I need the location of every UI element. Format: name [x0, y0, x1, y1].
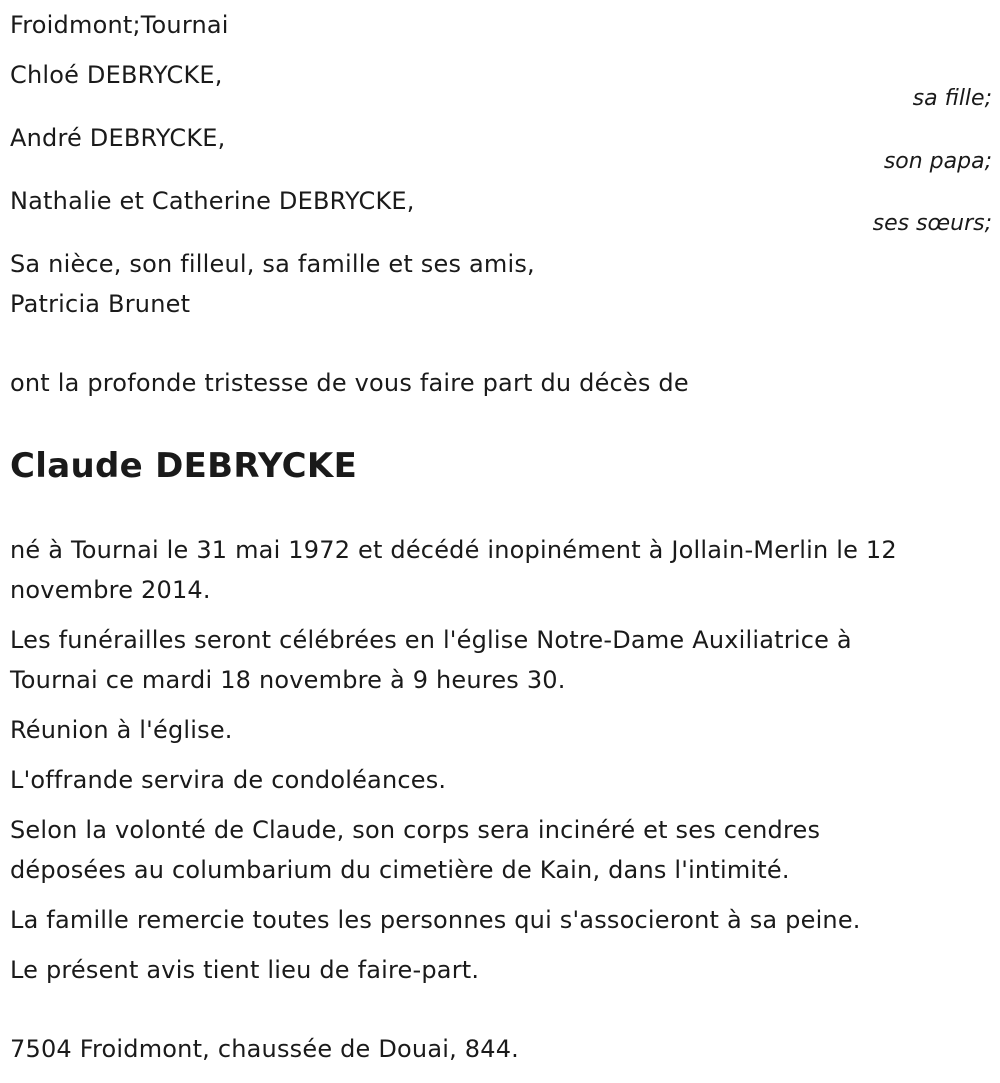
- obituary-notice: [10, 0, 992, 1083]
- other-mourners: Sa nièce, son filleul, sa famille et ses amis,: [10, 250, 535, 278]
- mourner-relation: sa fille;: [912, 86, 992, 111]
- other-mourners-name: Patricia Brunet: [10, 290, 191, 318]
- notice-text: Le présent avis tient lieu de faire-part.: [10, 956, 480, 984]
- mourner-relation: son papa;: [883, 149, 992, 174]
- birth-death-text: né à Tournai le 31 mai 1972 et décédé inopinément à Jollain-Merlin le 12: [10, 536, 897, 564]
- announcement-text: ont la profonde tristesse de vous faire part du décès de: [10, 369, 689, 397]
- wishes-text: déposées au columbarium du cimetière de Kain, dans l'intimité.: [10, 856, 790, 884]
- birth-death-text: novembre 2014.: [10, 576, 211, 604]
- mourner-relation: ses sœurs;: [872, 211, 992, 236]
- funeral-text: Tournai ce mardi 18 novembre à 9 heures 30.: [10, 666, 566, 694]
- thanks-text: La famille remercie toutes les personnes qui s'associeront à sa peine.: [10, 906, 861, 934]
- funeral-text: Les funérailles seront célébrées en l'église Notre-Dame Auxiliatrice à: [10, 626, 852, 654]
- wishes-text: Selon la volonté de Claude, son corps sera incinéré et ses cendres: [10, 816, 821, 844]
- mourner-name: Nathalie et Catherine DEBRYCKE,: [10, 187, 415, 215]
- location-header: Froidmont;Tournai: [10, 11, 229, 39]
- address-text: 7504 Froidmont, chaussée de Douai, 844.: [10, 1035, 519, 1063]
- mourner-name: André DEBRYCKE,: [10, 124, 226, 152]
- meeting-text: Réunion à l'église.: [10, 716, 233, 744]
- offering-text: L'offrande servira de condoléances.: [10, 766, 447, 794]
- mourner-name: Chloé DEBRYCKE,: [10, 61, 223, 89]
- deceased-name: Claude DEBRYCKE: [10, 446, 358, 486]
